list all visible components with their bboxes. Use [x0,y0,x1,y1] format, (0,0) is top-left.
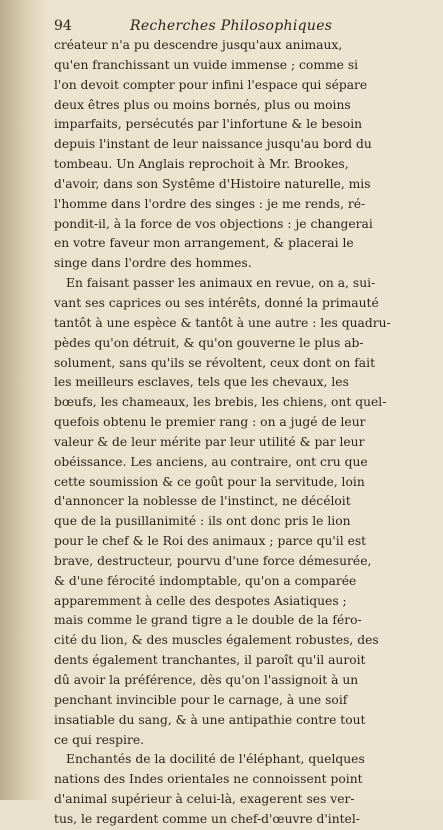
text-line: l'homme dans l'ordre des singes : je me rends, ré- [54,196,366,211]
text-line: créateur n'a pu descendre jusqu'aux animaux, [54,38,343,52]
text-line: cité du lion, & des muscles également robustes, des [54,633,379,648]
text-line: dû avoir la préférence, dès qu'on l'assignoit à un [54,673,359,687]
text-line: Enchantés de la docilité de l'éléphant, quelques [66,752,365,767]
text-line: ce qui respire. [54,732,145,747]
body-text [54,36,429,830]
text-line: apparemment à celle des despotes Asiatiques ; [54,593,347,608]
page-header [54,18,429,34]
text-line: pour le chef & le Roi des animaux ; parce qu'il est [54,534,367,549]
text-line: penchant invincible pour le carnage, à une soif [54,692,348,707]
text-line: obéissance. Les anciens, au contraire, ont cru que [54,454,368,469]
text-line: & d'une férocité indomptable, qu'on a comparée [54,573,357,588]
text-line: les meilleurs esclaves, tels que les chevaux, les [54,375,349,390]
text-line: depuis l'instant de leur naissance jusqu'au bord du [54,137,372,152]
text-line: que de la pusillanimité : ils ont donc pris le lion [54,514,351,529]
text-line: mais comme le grand tigre a le double de la féro- [54,613,362,628]
running-head: Recherches Philosophiques [130,18,333,34]
page-number: 94 [54,18,72,34]
text-line: bœufs, les chameaux, les brebis, les chiens, ont quel- [54,395,387,410]
text-line: nations des Indes orientales ne connoissent point [54,772,363,787]
text-line: cette soumission & ce goût pour la servitude, loin [54,474,365,489]
text-line: solument, sans qu'ils se révoltent, ceux dont on fait [54,355,376,370]
text-line: en votre faveur mon arrangement, & placerai le [54,236,354,251]
text-line: tantôt à une espèce & tantôt à une autre : les quadru- [54,315,391,330]
text-line: brave, destructeur, pourvu d'une force démesurée, [54,553,372,568]
text-line: pèdes qu'on détruit, & qu'on gouverne le plus ab- [54,335,364,350]
text-line: qu'en franchissant un vuide immense ; comme si [54,57,359,72]
text-line: l'on devoit compter pour infini l'espace qui sépare [54,77,368,92]
text-line: vant ses caprices ou ses intérêts, donné la primauté [54,295,379,310]
text-line: quefois obtenu le premier rang : on a jugé de leur [54,415,366,430]
text-line: singe dans l'ordre des hommes. [54,256,252,271]
text-line: imparfaits, persécutés par l'infortune & le besoin [54,117,363,132]
text-line: d'animal supérieur à celui-là, exagerent ses ver- [54,792,355,807]
text-line: En faisant passer les animaux en revue, on a, sui- [66,276,376,291]
text-line: valeur & de leur mérite par leur utilité & par leur [54,434,365,449]
text-line: tombeau. Un Anglais reprochoit à Mr. Brookes, [54,157,349,172]
text-line: pondit-il, à la force de vos objections : je changerai [54,216,373,231]
text-line: deux êtres plus ou moins bornés, plus ou moins [54,97,351,112]
text-line: d'avoir, dans son Systême d'Histoire naturelle, mis [54,176,371,191]
text-line: d'annoncer la noblesse de l'instinct, ne décéloit [54,494,351,509]
text-line: insatiable du sang, & à une antipathie contre tout [54,712,366,727]
text-line: tus, le regardent comme un chef-d'œuvre d'intel- [54,811,360,826]
text-line: dents également tranchantes, il paroît qu'il auroit [54,653,366,668]
